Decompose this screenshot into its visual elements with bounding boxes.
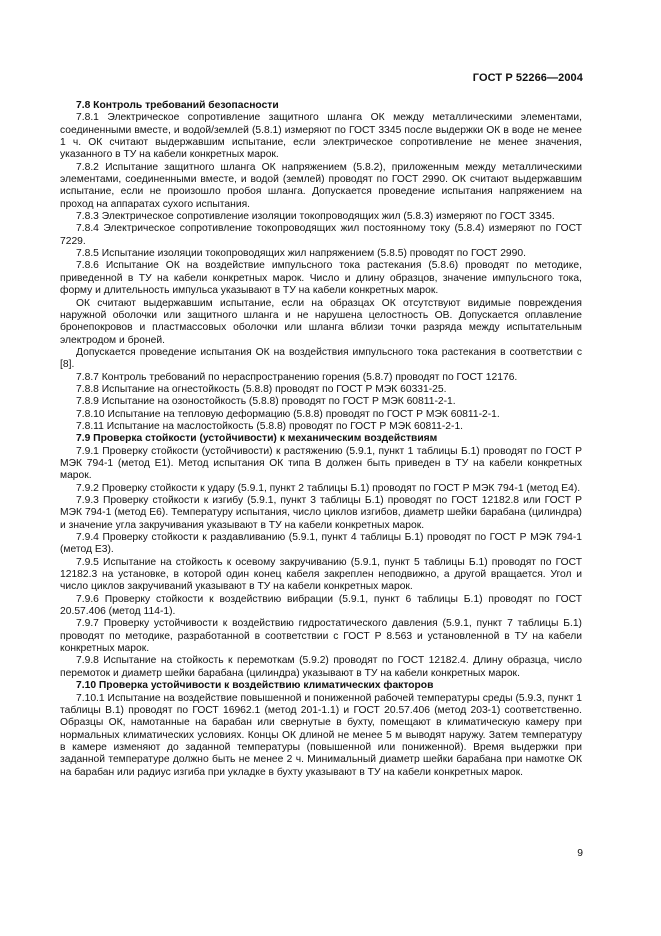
document-body (60, 100, 582, 779)
section-heading: 7.10 Проверка устойчивости к воздействию климатических факторов (76, 680, 434, 692)
paragraph: 7.8.3 Электрическое сопротивление изоляции токопроводящих жил (5.8.3) измеряют по ГОСТ 3345. (76, 211, 555, 223)
paragraph: 7.8.2 Испытание защитного шланга ОК напряжением (5.8.2), приложенным между металлическими элементами, соединенными вместе, и водой (землей) проводят по ГОСТ 2990. ОК считают выдержавшим испытание, если не произошло пробоя шланга. Допускается проведение испытания напряжением на проход на аппаратах сухого испытания. (60, 161, 582, 210)
page-number: 9 (577, 848, 583, 859)
section-heading: 7.9 Проверка стойкости (устойчивости) к механическим воздействиям (76, 433, 438, 445)
paragraph: 7.9.8 Испытание на стойкость к перемоткам (5.9.2) проводят по ГОСТ 12182.4. Длину образца, число перемоток и диаметр шейки барабана (цилиндра) указывают в ТУ на кабели конкретных марок. (60, 655, 582, 679)
document-header: ГОСТ Р 52266—2004 (472, 72, 583, 84)
paragraph: 7.8.8 Испытание на огнестойкость (5.8.8) проводят по ГОСТ Р МЭК 60331-25. (76, 383, 447, 395)
paragraph: 7.8.4 Электрическое сопротивление токопроводящих жил постоянному току (5.8.4) измеряют по ГОСТ 7229. (60, 223, 582, 247)
paragraph: 7.9.7 Проверку устойчивости к воздействию гидростатического давления (5.9.1, пункт 7 таблицы Б.1) проводят по методике, разработанной в соответствии с ГОСТ Р 8.563 и установленной в ТУ на кабели конкретных марок. (60, 618, 582, 655)
paragraph: ОК считают выдержавшим испытание, если на образцах ОК отсутствуют видимые повреждения наружной оболочки или защитного шланга и не нарушена целостность ОВ. Допускается оплавление бронепокровов и пластмассовых оболочки или шланга вблизи точки разряда между испытательным электродом и броней. (60, 297, 582, 346)
paragraph: Допускается проведение испытания ОК на воздействия импульсного тока растекания в соответствии с [8]. (60, 346, 582, 371)
paragraph: 7.9.4 Проверку стойкости к раздавливанию (5.9.1, пункт 4 таблицы Б.1) проводят по ГОСТ Р МЭК 794-1 (метод Е3). (60, 532, 582, 556)
paragraph: 7.8.11 Испытание на маслостойкость (5.8.8) проводят по ГОСТ Р МЭК 60811-2-1. (76, 420, 464, 432)
paragraph: 7.8.10 Испытание на тепловую деформацию (5.8.8) проводят по ГОСТ Р МЭК 60811-2-1. (76, 408, 500, 420)
paragraph: 7.10.1 Испытание на воздействие повышенной и пониженной рабочей температуры среды (5.9.3, пункт 1 таблицы В.1) проводят по ГОСТ 16962.1 (метод 201-1.1) и ГОСТ 20.57.406 (метод 203-1) соответственно. Образцы ОК, намотанные на барабан или свернутые в бухту, помещают в климатическую камеру при нормальных климатических условиях. Концы ОК длиной не менее 5 м выводят наружу. Затем температуру в камере изменяют до заданной температуры (повышенной или пониженной). Время выдержки при заданной температуре должно быть не менее 2 ч. Минимальный диаметр шейки барабана при намотке ОК на барабан или радиус изгиба при укладке в бухту указывают в ТУ на кабели конкретных марок. (60, 692, 582, 778)
paragraph: 7.9.2 Проверку стойкости к удару (5.9.1, пункт 2 таблицы Б.1) проводят по ГОСТ Р МЭК 794-1 (метод Е4). (76, 482, 581, 494)
paragraph: 7.9.3 Проверку стойкости к изгибу (5.9.1, пункт 3 таблицы Б.1) проводят по ГОСТ 12182.8 или ГОСТ Р МЭК 794-1 (метод Е6). Температуру испытания, число циклов изгибов, диаметр шейки барабана (цилиндра) и значение угла закручивания указывают в ТУ на кабели конкретных марок. (60, 495, 582, 531)
paragraph: 7.8.7 Контроль требований по нераспространению горения (5.8.7) проводят по ГОСТ 12176. (76, 371, 518, 383)
paragraph: 7.9.1 Проверку стойкости (устойчивости) к растяжению (5.9.1, пункт 1 таблицы Б.1) проводят по ГОСТ Р МЭК 794-1 (метод Е1). Метод испытания ОК типа В должен быть приведен в ТУ на кабели конкретных марок. (60, 445, 582, 482)
section-heading: 7.8 Контроль требований безопасности (76, 100, 279, 111)
paragraph: 7.8.5 Испытание изоляции токопроводящих жил напряжением (5.8.5) проводят по ГОСТ 2990. (76, 248, 526, 260)
paragraph: 7.9.6 Проверку стойкости к воздействию вибрации (5.9.1, пункт 6 таблицы Б.1) проводят по ГОСТ 20.57.406 (метод 114-1). (60, 593, 582, 618)
paragraph: 7.9.5 Испытание на стойкость к осевому закручиванию (5.9.1, пункт 5 таблицы Б.1) проводят по ГОСТ 12182.3 на установке, в которой один конец кабеля закреплен неподвижно, а другой вращается. Угол и число циклов закручиваний указывают в ТУ на кабели конкретных марок. (60, 556, 582, 593)
paragraph: 7.8.9 Испытание на озоностойкость (5.8.8) проводят по ГОСТ Р МЭК 60811-2-1. (76, 396, 456, 408)
paragraph: 7.8.6 Испытание ОК на воздействие импульсного тока растекания (5.8.6) проводят по методике, приведенной в ТУ на кабели конкретных марок. Число и длину образцов, значение импульсного тока, форму и длительность импульса указывают в ТУ на кабели конкретных марок. (60, 260, 582, 297)
paragraph: 7.8.1 Электрическое сопротивление защитного шланга ОК между металлическими элементами, соединенными вместе, и водой/землей (5.8.1) измеряют по ГОСТ 3345 после выдержки ОК в воде не менее 1 ч. ОК считают выдержавшим испытание, если электрическое сопротивление не менее значения, указанного в ТУ на кабели конкретных марок. (60, 112, 582, 161)
